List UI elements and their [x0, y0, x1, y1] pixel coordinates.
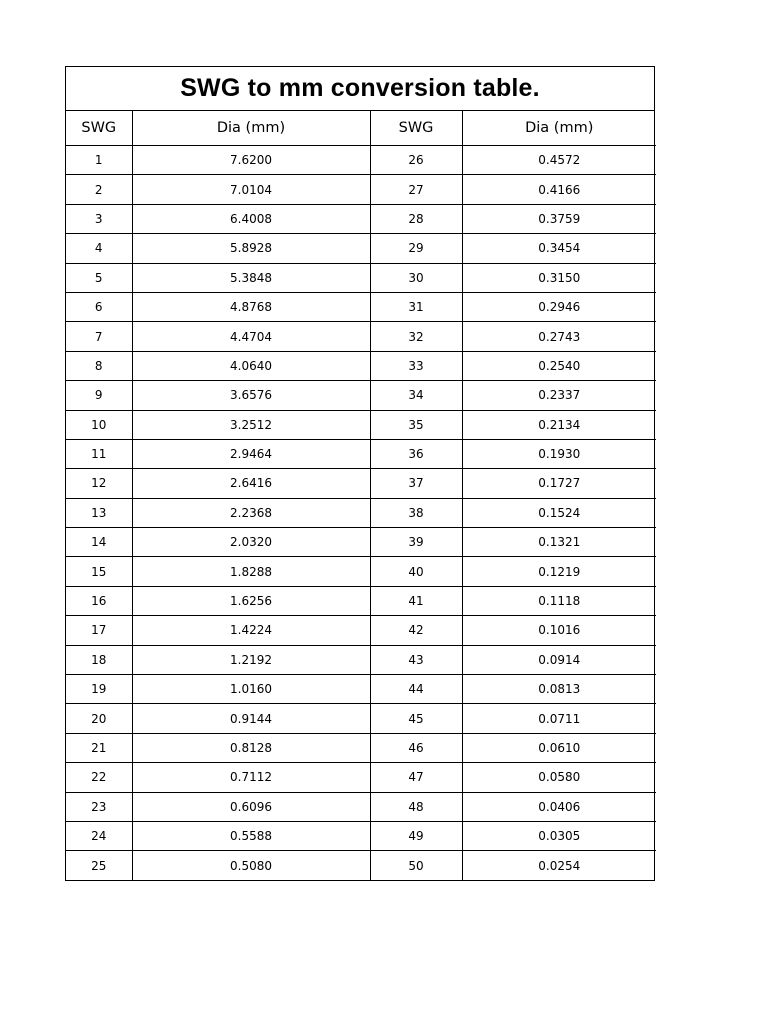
dia-left-cell: 0.7112 [132, 763, 370, 792]
dia-left-cell: 4.8768 [132, 292, 370, 321]
swg-right-cell: 37 [370, 469, 462, 498]
swg-right-cell: 46 [370, 733, 462, 762]
dia-left-cell: 0.8128 [132, 733, 370, 762]
dia-right-cell: 0.1727 [462, 469, 656, 498]
swg-left-cell: 6 [66, 292, 132, 321]
table-row [66, 439, 656, 468]
swg-right-cell: 27 [370, 175, 462, 204]
swg-right-cell: 39 [370, 528, 462, 557]
dia-left-cell: 0.6096 [132, 792, 370, 821]
conversion-table-sheet [65, 66, 655, 881]
dia-right-cell: 0.1524 [462, 498, 656, 527]
swg-left-cell: 15 [66, 557, 132, 586]
dia-left-cell: 1.6256 [132, 586, 370, 615]
swg-left-cell: 24 [66, 821, 132, 850]
header-row [66, 111, 656, 146]
dia-left-cell: 2.2368 [132, 498, 370, 527]
dia-left-cell: 0.5080 [132, 851, 370, 880]
header-dia-left: Dia (mm) [132, 111, 370, 146]
dia-right-cell: 0.4572 [462, 146, 656, 175]
table-body [66, 146, 656, 880]
table-row [66, 263, 656, 292]
table-row [66, 410, 656, 439]
swg-left-cell: 9 [66, 381, 132, 410]
swg-right-cell: 47 [370, 763, 462, 792]
dia-left-cell: 1.2192 [132, 645, 370, 674]
dia-right-cell: 0.2134 [462, 410, 656, 439]
table-row [66, 381, 656, 410]
swg-left-cell: 8 [66, 351, 132, 380]
table-row [66, 469, 656, 498]
swg-right-cell: 35 [370, 410, 462, 439]
dia-right-cell: 0.3150 [462, 263, 656, 292]
swg-left-cell: 3 [66, 204, 132, 233]
swg-right-cell: 49 [370, 821, 462, 850]
swg-left-cell: 20 [66, 704, 132, 733]
table-row [66, 292, 656, 321]
header-swg-left: SWG [66, 111, 132, 146]
table-row [66, 851, 656, 880]
swg-right-cell: 45 [370, 704, 462, 733]
table-row [66, 175, 656, 204]
dia-left-cell: 4.4704 [132, 322, 370, 351]
table-row [66, 322, 656, 351]
dia-right-cell: 0.4166 [462, 175, 656, 204]
dia-left-cell: 6.4008 [132, 204, 370, 233]
swg-left-cell: 2 [66, 175, 132, 204]
swg-left-cell: 14 [66, 528, 132, 557]
dia-left-cell: 3.6576 [132, 381, 370, 410]
swg-right-cell: 30 [370, 263, 462, 292]
swg-right-cell: 43 [370, 645, 462, 674]
table-row [66, 351, 656, 380]
table-row [66, 704, 656, 733]
dia-right-cell: 0.0914 [462, 645, 656, 674]
swg-right-cell: 34 [370, 381, 462, 410]
dia-left-cell: 2.9464 [132, 439, 370, 468]
dia-right-cell: 0.1219 [462, 557, 656, 586]
swg-left-cell: 21 [66, 733, 132, 762]
swg-left-cell: 25 [66, 851, 132, 880]
table-row [66, 763, 656, 792]
dia-left-cell: 5.8928 [132, 234, 370, 263]
dia-right-cell: 0.1321 [462, 528, 656, 557]
table-row [66, 557, 656, 586]
dia-right-cell: 0.0305 [462, 821, 656, 850]
swg-right-cell: 41 [370, 586, 462, 615]
swg-left-cell: 12 [66, 469, 132, 498]
swg-left-cell: 7 [66, 322, 132, 351]
dia-right-cell: 0.0406 [462, 792, 656, 821]
dia-right-cell: 0.0813 [462, 675, 656, 704]
swg-right-cell: 29 [370, 234, 462, 263]
dia-left-cell: 1.0160 [132, 675, 370, 704]
swg-left-cell: 10 [66, 410, 132, 439]
table-title: SWG to mm conversion table. [66, 67, 654, 111]
table-row [66, 528, 656, 557]
swg-right-cell: 40 [370, 557, 462, 586]
swg-right-cell: 42 [370, 616, 462, 645]
table-row [66, 586, 656, 615]
swg-left-cell: 13 [66, 498, 132, 527]
table-row [66, 733, 656, 762]
swg-right-cell: 36 [370, 439, 462, 468]
swg-right-cell: 50 [370, 851, 462, 880]
dia-right-cell: 0.1016 [462, 616, 656, 645]
dia-right-cell: 0.1118 [462, 586, 656, 615]
dia-right-cell: 0.2337 [462, 381, 656, 410]
header-dia-right: Dia (mm) [462, 111, 656, 146]
dia-right-cell: 0.3759 [462, 204, 656, 233]
swg-right-cell: 31 [370, 292, 462, 321]
dia-right-cell: 0.2540 [462, 351, 656, 380]
swg-left-cell: 17 [66, 616, 132, 645]
swg-left-cell: 22 [66, 763, 132, 792]
swg-left-cell: 19 [66, 675, 132, 704]
swg-right-cell: 48 [370, 792, 462, 821]
swg-left-cell: 4 [66, 234, 132, 263]
swg-left-cell: 5 [66, 263, 132, 292]
dia-right-cell: 0.0254 [462, 851, 656, 880]
dia-left-cell: 7.0104 [132, 175, 370, 204]
swg-left-cell: 23 [66, 792, 132, 821]
swg-left-cell: 1 [66, 146, 132, 175]
dia-left-cell: 4.0640 [132, 351, 370, 380]
table-row [66, 616, 656, 645]
swg-conversion-table [66, 111, 656, 880]
swg-right-cell: 26 [370, 146, 462, 175]
dia-left-cell: 5.3848 [132, 263, 370, 292]
dia-right-cell: 0.1930 [462, 439, 656, 468]
dia-right-cell: 0.0610 [462, 733, 656, 762]
swg-right-cell: 32 [370, 322, 462, 351]
table-row [66, 204, 656, 233]
dia-right-cell: 0.0711 [462, 704, 656, 733]
dia-right-cell: 0.0580 [462, 763, 656, 792]
table-row [66, 498, 656, 527]
table-row [66, 146, 656, 175]
dia-left-cell: 0.9144 [132, 704, 370, 733]
swg-right-cell: 28 [370, 204, 462, 233]
swg-right-cell: 38 [370, 498, 462, 527]
table-row [66, 792, 656, 821]
table-row [66, 675, 656, 704]
dia-right-cell: 0.2743 [462, 322, 656, 351]
swg-right-cell: 33 [370, 351, 462, 380]
swg-right-cell: 44 [370, 675, 462, 704]
table-row [66, 821, 656, 850]
dia-left-cell: 2.0320 [132, 528, 370, 557]
dia-left-cell: 7.6200 [132, 146, 370, 175]
dia-right-cell: 0.2946 [462, 292, 656, 321]
table-row [66, 645, 656, 674]
dia-left-cell: 0.5588 [132, 821, 370, 850]
swg-left-cell: 11 [66, 439, 132, 468]
table-row [66, 234, 656, 263]
dia-left-cell: 1.8288 [132, 557, 370, 586]
dia-left-cell: 2.6416 [132, 469, 370, 498]
dia-right-cell: 0.3454 [462, 234, 656, 263]
swg-left-cell: 16 [66, 586, 132, 615]
swg-left-cell: 18 [66, 645, 132, 674]
dia-left-cell: 1.4224 [132, 616, 370, 645]
dia-left-cell: 3.2512 [132, 410, 370, 439]
header-swg-right: SWG [370, 111, 462, 146]
